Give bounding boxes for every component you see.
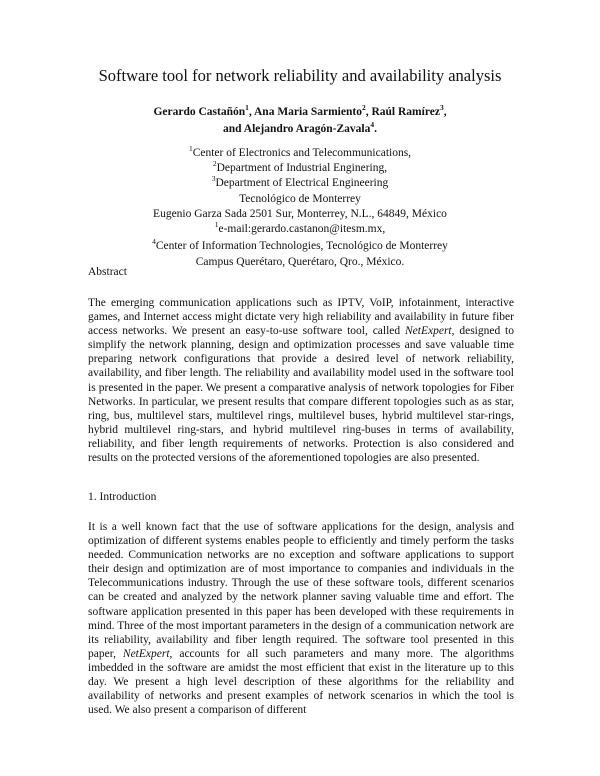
author-affiliation-mark: 2 [361, 103, 366, 113]
affiliation-line [0, 176, 600, 191]
tool-name: NetExpert [405, 325, 452, 338]
affiliation-mark: 2 [212, 159, 217, 169]
affiliation-line: Eugenio Garza Sada 2501 Sur, Monterrey, N.L., 64849, México [153, 207, 447, 220]
author-list [0, 104, 600, 138]
affiliation-text: Department of Industrial Enginering, [216, 162, 388, 175]
affiliation-line [0, 146, 600, 161]
author-name: Ana Maria Sarmiento [254, 106, 362, 118]
affiliation-block [0, 146, 600, 237]
author-affiliation-mark: 4 [370, 120, 375, 130]
abstract-text: The emerging communication applications such as IPTV, VoIP, infotainment, interactive games, and Internet access might dictate very high reliability and availability in future fiber access networks. We present an easy-to-use software tool, called [88, 297, 514, 338]
abstract-body [88, 296, 514, 465]
paper-title: Software tool for network reliability and availability analysis [98, 66, 502, 85]
author-affiliation-mark: 3 [439, 103, 444, 113]
author-name: Alejandro Aragón-Zavala [243, 123, 371, 135]
email-line [0, 222, 600, 237]
affiliation-line [0, 238, 600, 254]
affiliation-line: Tecnológico de Monterrey [239, 192, 361, 205]
author-affiliation-mark: 1 [245, 103, 249, 113]
introduction-text: , accounts for all such parameters and many more. The algorithms imbedded in the software are amidst the most efficient that exist in the literature up to this day. We present a high level description of these algorithms for the reliability and availability of networks and present examples of network scenarios in which the tool is used. We also present a comparison of different [88, 647, 514, 717]
tool-name: NetExpert [122, 647, 170, 660]
affiliation-mark: 1 [214, 220, 219, 230]
affiliation-line: Campus Querétaro, Querétaro, Qro., México. [195, 256, 405, 268]
author-connector: and [222, 123, 242, 135]
introduction-heading: 1. Introduction [88, 491, 157, 503]
affiliation-mark: 4 [152, 237, 156, 247]
affiliation-text: Center of Information Technologies, Tecnológico de Monterrey [155, 240, 448, 252]
author-line-2: and Alejandro Aragón-Zavala$^4$. [222, 120, 378, 135]
email-text: e-mail:gerardo.castanon@itesm.mx, [218, 223, 386, 236]
affiliation-text: Center of Electronics and Telecommunications, [192, 147, 412, 159]
author-line-1: Gerardo Castañón$^1$, Ana Maria Sarmiento$^2$, Raúl Ramírez$^3$, [153, 103, 447, 118]
affiliation-mark: 1 [188, 144, 193, 154]
abstract-text: , designed to simplify the network planning, design and optimization processes and save valuable time preparing network configurations that provide a desired level of network reliability, availability, and fiber length. The reliability and availability model used in the software tool is presented in the paper. We present a comparative analysis of network topologies for Fiber Networks. In particular, we present results that compare different topologies such as as star, ring, bus, multilevel stars, multilevel rings, multilevel buses, hybrid multilevel star-rings, hybrid multilevel ring-stars, and hybrid multilevel ring-buses in terms of availability, reliability, and fiber length requirements of networks. Protection is also considered and results on the protected versions of the aforementioned topologies are also presented. [88, 325, 514, 465]
affiliation-line [0, 161, 600, 176]
abstract-heading: Abstract [88, 266, 127, 278]
affiliation-mark: 3 [211, 174, 216, 184]
affiliation-text: Department of Electrical Engineering [215, 177, 389, 190]
introduction-text: It is a well known fact that the use of software applications for the design, analysis and optimization of different systems enables people to efficiently and timely perform the tasks needed. Communication networks are no exception and software applications to support their design and optimization are of most importance to companies and individuals in the Telecommunications industry. Through the use of these software tools, different scenarios can be created and analyzed by the network planner saving valuable time and effort. The software application presented in this paper has been developed with these requirements in mind. Three of the most important parameters in the design of a communication network are its reliability, availability and fiber length required. The software tool presented in this paper, [88, 521, 514, 660]
author-name: Raúl Ramírez [371, 106, 440, 118]
author-name: Gerardo Castañón [153, 106, 246, 118]
introduction-body [88, 520, 514, 717]
